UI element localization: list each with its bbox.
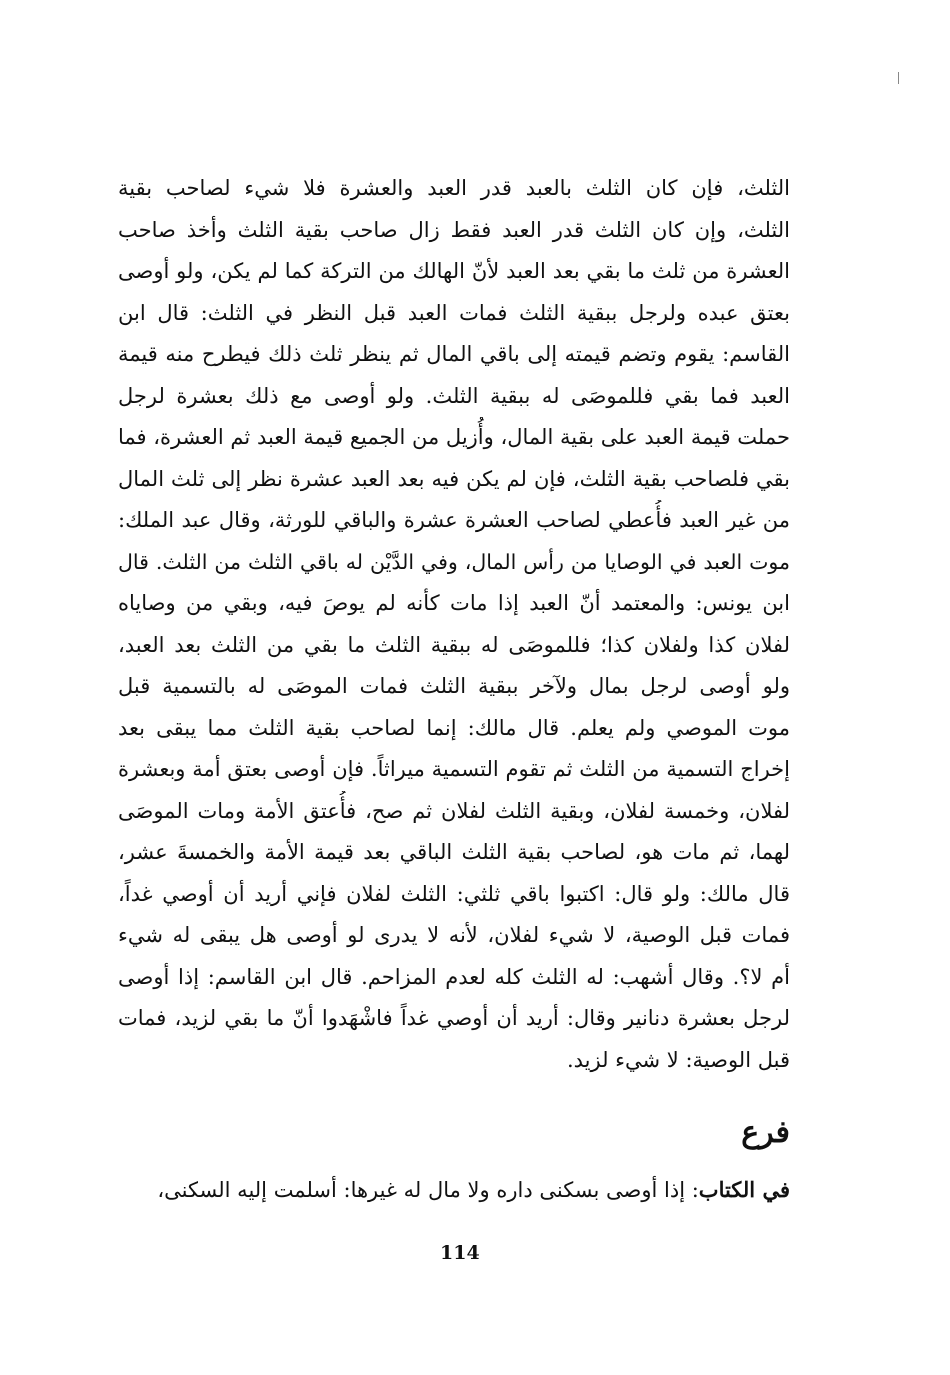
text-line: القاسم: يقوم وتضم قيمته إلى باقي المال ثم ينظر ثلث ذلك فيطرح منه قيمة [118, 342, 790, 366]
text-line: العبد فما بقي فللموصَى له ببقية الثلث. ولو أوصى مع ذلك بعشرة لرجل [118, 383, 790, 408]
text-line: لفلان كذا ولفلان كذا؛ فللموصَى له ببقية الثلث ما بقي من الثلث بعد العبد، [118, 632, 790, 657]
page-number: 114 [440, 1242, 480, 1264]
text-line: قبل الوصية: لا شيء لزيد. [566, 1047, 790, 1072]
text-line: ابن يونس: والمعتمد أنّ العبد إذا مات كأنه لم يوصَ فيه، وبقي من وصاياه [118, 591, 790, 615]
text-line: لرجل بعشرة دنانير وقال: أريد أن أوصي غداً فاشْهَدوا أنّ ما بقي لزيد، فمات [118, 1006, 790, 1030]
text-line: لفلان، وخمسة لفلان، وبقية الثلث لفلان ثم صح، فأُعتق الأمة ومات الموصَى [118, 798, 790, 823]
text-line: لهما، ثم مات هو، لصاحب بقية الثلث الباقي بعد قيمة الأمة والخمسةَ عشر، [118, 840, 790, 864]
text-line: ولو أوصى لرجل بمال ولآخر ببقية الثلث فمات الموصَى له بالتسمية قبل [118, 674, 790, 698]
section-heading: فرع [741, 1115, 790, 1150]
section-text: : إذا أوصى بسكنى داره ولا مال له غيرها: أسلمت إليه السكنى، [157, 1178, 699, 1202]
text-line: موت الموصي ولم يعلم. قال مالك: إنما لصاحب بقية الثلث مما يبقى بعد [118, 715, 790, 740]
scan-mark [898, 72, 899, 84]
section-paragraph [118, 1170, 790, 1210]
source-label: في الكتاب [698, 1177, 790, 1202]
text-line: بقي فلصاحب بقية الثلث، فإن لم يكن فيه بعد العبد عشرة نظر إلى ثلث المال [118, 466, 790, 491]
text-line: فمات قبل الوصية، لا شيء لفلان، لأنه لا يدرى لو أوصى هل يبقى له شيء [118, 923, 790, 947]
text-line: الثلث، فإن كان الثلث بالعبد قدر العبد والعشرة فلا شيء لصاحب بقية [118, 176, 790, 200]
text-line: حملت قيمة العبد على بقية المال، وأُزيل من الجميع قيمة العبد ثم العشرة، فما [118, 425, 790, 449]
text-line: الثلث، وإن كان الثلث قدر العبد فقط زال صاحب بقية الثلث وأخذ صاحب [118, 217, 790, 242]
text-line: أم لا؟. وقال أشهب: له الثلث كله لعدم المزاحم. قال ابن القاسم: إذا أوصى [118, 964, 790, 989]
body-text [118, 168, 790, 1081]
text-line: إخراج التسمية من الثلث ثم تقوم التسمية ميراثاً. فإن أوصى بعتق أمة وبعشرة [118, 757, 790, 781]
text-line: العشرة من ثلث ما بقي بعد العبد لأنّ الهالك من التركة كما لم يكن، ولو أوصى [118, 259, 790, 283]
text-line: من غير العبد فأُعطي لصاحب العشرة عشرة والباقي للورثة، وقال عبد الملك: [118, 508, 790, 532]
text-line: قال مالك: ولو قال: اكتبوا باقي ثلثي: الثلث لفلان فإني أريد أن أوصي غداً، [118, 881, 790, 906]
text-line: بعتق عبده ولرجل ببقية الثلث فمات العبد قبل النظر في الثلث: قال ابن [118, 300, 790, 325]
text-line: موت العبد في الوصايا من رأس المال، وفي الدَّيْن له باقي الثلث من الثلث. قال [118, 549, 790, 574]
